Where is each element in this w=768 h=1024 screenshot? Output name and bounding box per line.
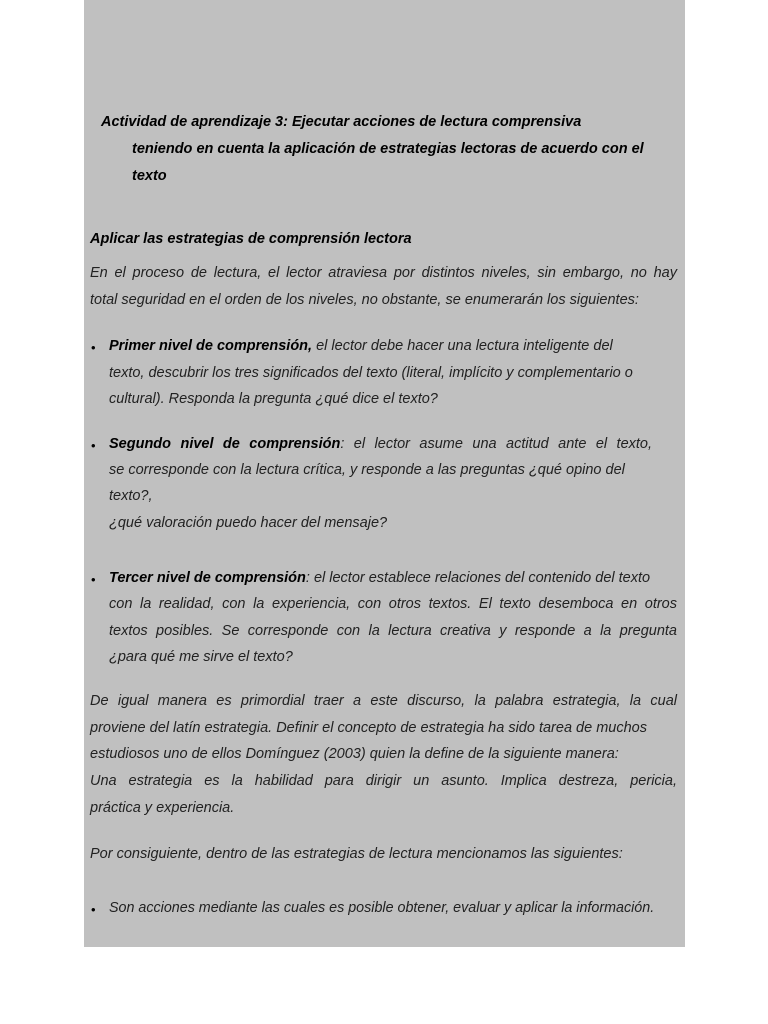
level-1-term: Primer nivel de comprensión, [109,338,313,354]
final-bullet-text: Son acciones mediante las cuales es posible obtener, evaluar y aplicar la información. [109,900,655,916]
level-2-term: Segundo nivel de comprensión [109,436,341,452]
bullet-1: • [91,340,96,355]
level-3-line-4: ¿para qué me sirve el texto? [109,649,293,665]
consequently-paragraph: Por consiguiente, dentro de las estrategias de lectura mencionamos las siguientes: [90,846,623,862]
activity-title-line-1: Actividad de aprendizaje 3: Ejecutar acciones de lectura comprensiva [101,114,582,130]
strategy-line-4: Una estrategia es la habilidad para dirigir un asunto. Implica destreza, pericia, [90,773,677,789]
level-2-line-3: texto?, [109,488,153,504]
strategy-line-1: De igual manera es primordial traer a este discurso, la palabra estrategia, la cual [90,693,677,709]
activity-title-line-3: texto [132,168,167,184]
level-2-line-2: se corresponde con la lectura crítica, y responde a las preguntas ¿qué opino del [109,462,625,478]
level-1-line-3: cultural). Responda la pregunta ¿qué dice el texto? [109,391,438,407]
level-3-line-3: textos posibles. Se corresponde con la lectura creativa y responde a la pregunta [109,623,677,639]
strategy-line-3: estudiosos uno de ellos Domínguez (2003) quien la define de la siguiente manera: [90,746,619,762]
level-2-line-4: ¿qué valoración puedo hacer del mensaje? [109,515,388,531]
bullet-3: • [91,572,96,587]
activity-title-line-2: teniendo en cuenta la aplicación de estrategias lectoras de acuerdo con el [132,141,644,157]
strategy-line-2: proviene del latín estrategia. Definir el concepto de estrategia ha sido tarea de muchos [90,720,647,736]
level-3-line-1 [109,570,650,586]
section-heading: Aplicar las estrategias de comprensión lectora [90,231,412,247]
bullet-4: • [91,902,96,917]
bullet-2: • [91,438,96,453]
level-3-term: Tercer nivel de comprensión [109,570,306,586]
level-2-line-1 [109,436,652,452]
level-3-line-1-rest: : el lector establece relaciones del contenido del texto [305,570,651,586]
level-3-line-2: con la realidad, con la experiencia, con otros textos. El texto desemboca en otros [109,596,677,612]
level-1-line-2: texto, descubrir los tres significados del texto (literal, implícito y complementario o [109,365,633,381]
intro-line-2: total seguridad en el orden de los niveles, no obstante, se enumerarán los siguientes: [90,292,639,308]
level-1-line-1-rest: el lector debe hacer una lectura inteligente del [312,338,613,354]
level-2-line-1-rest: : el lector asume una actitud ante el texto, [340,436,652,452]
intro-line-1: En el proceso de lectura, el lector atraviesa por distintos niveles, sin embargo, no hay [90,265,677,281]
level-1-line-1 [109,338,613,354]
strategy-line-5: práctica y experiencia. [90,800,235,816]
